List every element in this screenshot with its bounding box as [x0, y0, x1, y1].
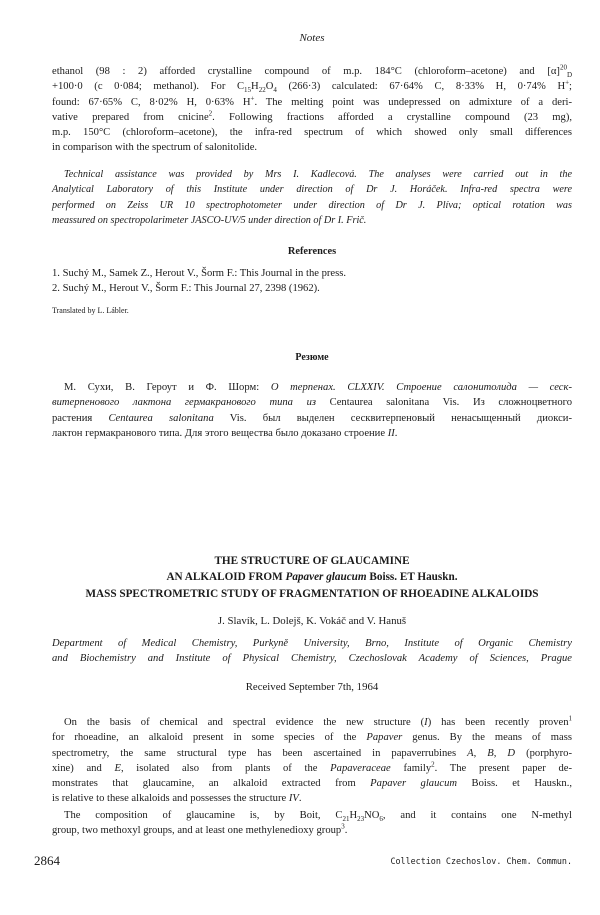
journal-name: Collection Czechoslov. Chem. Commun. — [390, 856, 572, 866]
top-para-line-2: +100·0 (c 0·084; methanol). For $C_{15}H_{22}O_4$ (266·3) calculated: 67·64% C, 8·33% H, 0·74% H+; — [52, 78, 572, 95]
body-p1-line-5: monstrates that glaucamine, an alkaloid extracted from Papaver glaucum Boiss. et Hauskn., — [52, 778, 572, 790]
ack-line-3: performed on Zeiss UR 10 spectrophotometer under direction of Dr J. Plíva; optical rotation was — [52, 199, 572, 211]
translated-by: Translated by L. Lábler. — [52, 306, 129, 315]
header-title: Notes — [299, 32, 325, 44]
authors: J. Slavík, L. Dolejš, K. Vokáč and V. Hanuš — [217, 615, 407, 627]
top-para-line-4: vative prepared from cnicine$^2$. Following fractions afforded a crystalline compound (23 mg), — [52, 109, 572, 123]
resume-line-3: растения Centaurea salonitana Vis. был выделен сесквитерпеновый ненасыщенный диокси- — [52, 412, 572, 424]
body-paragraph-2 — [52, 808, 572, 839]
ack-line-2: Analytical Laboratory of this Institute under direction of Dr J. Horáček. Infra-red spectra were — [52, 184, 572, 196]
top-paragraph — [52, 64, 572, 156]
body-p1-line-3: spectrometry, the same structural type has been ascertained in papaverrubines A, B, D (porphyro- — [52, 747, 572, 759]
acknowledgement — [52, 167, 572, 228]
resume-line-4: лактон гермакранового типа. Для этого вещества было доказано строение II. — [52, 427, 398, 439]
resume-heading: Резюме — [295, 352, 329, 363]
received-date: Received September 7th, 1964 — [245, 681, 379, 693]
body-p2-line-1: The composition of glaucamine is, by Boit, $C_{21}H_{23}NO_6$, and it contains one N-methyl — [64, 810, 573, 824]
top-para-line-6: in comparison with the spectrum of salonitolide. — [52, 142, 258, 154]
body-p1-line-4: xine) and E, isolated also from plants of the Papaveraceae family$^2$. The present paper de- — [52, 760, 572, 774]
references-list — [52, 266, 572, 297]
title-line-2: AN ALKALOID FROM Papaver glaucum Boiss. ET Hauskn. — [166, 571, 458, 584]
references-heading: References — [287, 246, 337, 257]
resume-line-2: витерпенового лактона гермакранового типа из Centaurea salonitana Vis. Из сложноцветного — [52, 397, 572, 409]
title-line-3: MASS SPECTROMETRIC STUDY OF FRAGMENTATION OF RHOEADINE ALKALOIDS — [85, 587, 539, 600]
body-p2-line-2: group, two methoxyl groups, and at least one methylenedioxy group$^3$. — [52, 822, 348, 837]
affiliation — [52, 636, 572, 667]
resume-line-1: М. Сухи, В. Героут и Ф. Шорм: О терпенах. CLXXIV. Строение салонитолида — сеск- — [64, 382, 572, 393]
top-para-line-3: found: 67·65% C, 8·02% H, 0·63% H+. The melting point was undepressed on admixture of a deri- — [52, 94, 572, 108]
body-p1-line-6: is relative to these alkaloids and possesses the structure IV. — [52, 793, 302, 805]
reference-item-2: 2. Suchý M., Herout V., Šorm F.: This Journal 27, 2398 (1962). — [52, 283, 320, 295]
body-p1-line-2: for rhoeadine, an alkaloid present in some species of the Papaver genus. By the means of mass — [52, 732, 572, 744]
top-para-line-1: ethanol (98 : 2) afforded crystalline compound of m.p. 184°C (chloroform–acetone) and $[\alpha]^{20}_D$ — [52, 63, 572, 80]
article-title — [52, 553, 572, 602]
affil-line-2: and Biochemistry and Institute of Physical Chemistry, Czechoslovak Academy of Sciences, Prague — [52, 653, 572, 665]
title-line-1: THE STRUCTURE OF GLAUCAMINE — [214, 555, 410, 567]
top-para-line-5: m.p. 150°C (chloroform–acetone), the infra-red spectrum of which showed only small differences — [52, 127, 572, 139]
resume-text — [52, 380, 572, 441]
body-paragraph-1 — [52, 715, 572, 807]
running-header — [52, 31, 572, 46]
affil-line-1: Department of Medical Chemistry, Purkyně University, Brno, Institute of Organic Chemistry — [52, 638, 572, 649]
reference-item-1: 1. Suchý M., Samek Z., Herout V., Šorm F.: This Journal in the press. — [52, 268, 347, 279]
page-number: 2864 — [34, 853, 60, 868]
ack-line-4: meassured on spectropolarimeter JASCO-UV/5 under direction of Dr I. Frič. — [52, 214, 367, 226]
ack-line-1: Technical assistance was provided by Mrs I. Kadlecová. The analyses were carried out in the — [64, 169, 572, 180]
body-p1-line-1: On the basis of chemical and spectral evidence the new structure (I) has been recently proven$^1$ — [64, 714, 572, 728]
